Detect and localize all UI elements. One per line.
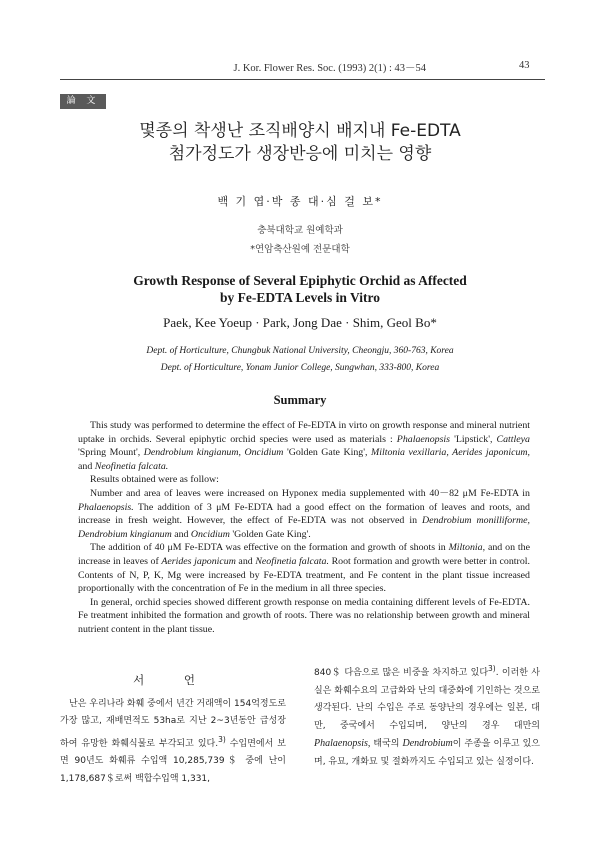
summary-paragraph: This study was performed to determine the effect of Fe-EDTA in virto on growth response and mineral nutrient uptake in orchids. Several epiphytic orchid species were used as materials : Phalaenopsis 'Lipstick', Cattleya 'Spring Mount', Dendrobium kingianum, Oncidium 'Golden Gate King', Miltonia vexillaria, Aerides japonicum, and Neofinetia falcata. xyxy=(78,420,530,472)
korean-title-line2: 첨가정도가 생장반응에 미치는 영향 xyxy=(168,144,432,164)
summary-paragraph: Results obtained were as follow: xyxy=(90,474,219,486)
summary-body xyxy=(78,419,530,637)
korean-title xyxy=(0,120,600,166)
article-type-badge: 論 文 xyxy=(60,94,106,109)
english-affiliations xyxy=(0,343,600,377)
summary-paragraph: In general, orchid species showed different growth response on media containing different levels of Fe-EDTA. Fe treatment inhibited the formation and growth of roots. There was no relationship between growth and mineral nutrient content in the plant tissue. xyxy=(78,596,530,635)
body-paragraph: 난은 우리나라 화훼 중에서 년간 거래액이 154억정도로 가장 많고, 재배면적도 53ha로 지난 2~3년동안 급성장하여 유망한 화훼식물로 부각되고 있다.$^{3)}$ 수입면에서 보면 90년도 화훼류 수입액 10,285,739＄ 중에 난이 1,178,687＄로써 백합수입액 1,331, xyxy=(60,698,286,784)
summary-paragraph: Number and area of leaves were increased on Hyponex media supplemented with 40－82 μM Fe-EDTA in Phalaenopsis. The addition of 3 μM Fe-EDTA had a good effect on the formation of leaves and roots, and increase in fresh weight. However, the effect of Fe-EDTA was not observed in Dendrobium monilliforme, Dendrobium kingianum and Oncidium 'Golden Gate King'. xyxy=(78,487,530,540)
english-authors: Paek, Kee Yoeup · Park, Jong Dae · Shim, Geol Bo* xyxy=(163,315,437,330)
citation-sup: 3) xyxy=(488,664,496,673)
korean-affiliation-2: *연암축산원예 전문대학 xyxy=(250,244,350,255)
citation-sup: 3) xyxy=(218,734,226,744)
english-title-line1: Growth Response of Several Epiphytic Orchid as Affected xyxy=(133,273,467,288)
page-number: 43 xyxy=(519,60,530,71)
korean-authors: 백 기 엽·박 종 대·심 걸 보* xyxy=(217,195,383,208)
body-paragraph: 840＄ 다음으로 많은 비중을 차지하고 있다$^{3)}$. 이러한 사실은 화훼수요의 고급화와 난의 대중화에 기인하는 것으로 생각된다. 난의 수입은 주로 동양난의 경우에는 일본, 대만, 중국에서 수입되며, 양난의 경우 대만의 Phalaenopsis, 태국의 Dendrobium이 주종을 이루고 있으며, 유묘, 개화묘 및 절화까지도 수입되고 있는 실정이다. xyxy=(314,664,540,767)
english-title-line2: by Fe-EDTA Levels in Vitro xyxy=(219,290,380,305)
korean-affiliations xyxy=(0,221,600,259)
body-column-right xyxy=(314,660,540,772)
korean-affiliation-1: 충북대학교 원예학과 xyxy=(257,225,343,236)
summary-paragraph: The addition of 40 μM Fe-EDTA was effective on the formation and growth of shoots in Miltonia, and on the increase in leaves of Aerides japonicum and Neofinetia falcata. Root formation and growth were better in control. Contents of N, P, K, Mg were increased by Fe-EDTA treatment, and Fe content in the plant tissue increased proportionally with the concentration of Fe in the medium in all three species. xyxy=(78,542,530,595)
english-affiliation-2: Dept. of Horticulture, Yonam Junior College, Sungwhan, 333-800, Korea xyxy=(160,363,440,373)
summary-heading: Summary xyxy=(273,393,327,407)
body-column-left xyxy=(60,660,286,789)
introduction-heading: 서 언 xyxy=(133,673,213,687)
journal-citation: J. Kor. Flower Res. Soc. (1993) 2(1) : 43－54 xyxy=(233,63,426,74)
header-rule xyxy=(60,79,545,80)
english-title xyxy=(0,272,600,306)
english-affiliation-1: Dept. of Horticulture, Chungbuk National University, Cheongju, 360-763, Korea xyxy=(146,346,454,356)
korean-title-line1: 몇종의 착생난 조직배양시 배지내 Fe-EDTA xyxy=(139,121,461,141)
